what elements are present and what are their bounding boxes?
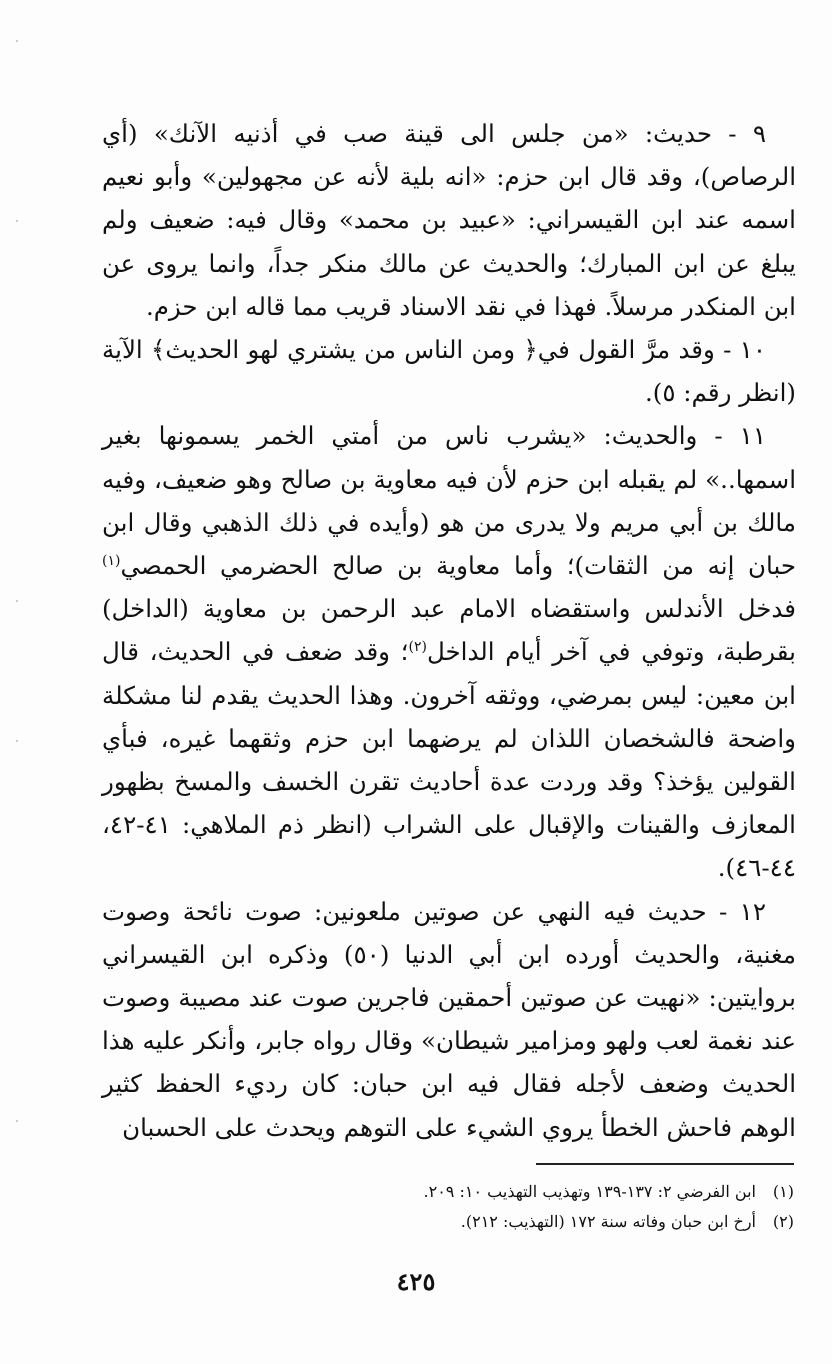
footnote-reference-2[interactable]: (٢): [408, 639, 427, 656]
main-text: [102, 112, 796, 1149]
paragraph-11-continuation: فدخل الأندلس واستقضاه الامام عبد الرحمن بن معاوية (الداخل) بقرطبة، وتوفي في آخر أيام الداخل: [102, 594, 796, 667]
footnote-2: [300, 1207, 794, 1237]
footnote-2-number: (٢): [772, 1212, 794, 1231]
scan-speck: [16, 220, 18, 222]
scan-speck: [16, 40, 18, 42]
page-number: ٤٢٥: [396, 1267, 436, 1296]
paragraph-12: ١٢ - حديث فيه النهي عن صوتين ملعونين: صوت نائحة وصوت مغنية، والحديث أورده ابن أبي الدنيا (٥٠) وذكره ابن القيسراني بروايتين: «نهيت عن صوتين أحمقين فاجرين صوت عند مصيبة وصوت عند نغمة لعب ولهو ومزامير شيطان» وقال رواه جابر، وأنكر عليه هذا الحديث وضعف لأجله فقال فيه ابن حبان: كان رديء الحفظ كثير الوهم فاحش الخطأ يروي الشيء على التوهم ويحدث على الحسبان: [102, 896, 797, 1142]
paragraph-11-continuation-2: ؛ وقد ضعف في الحديث، قال ابن معين: ليس بمرضي، ووثقه آخرون. وهذا الحديث يقدم لنا مشكلة واضحة فالشخصان اللذان لم يرضهما ابن حزم وثقهما غيره، فبأي القولين يؤخذ؟ وقد وردت عدة أحاديث تقرن الخسف والمسخ بظهور المعازف والقينات والإقبال على الشراب (انظر ذم الملاهي: ٤١-٤٢، ٤٤-٤٦).: [102, 637, 796, 883]
footnote-2-text: أرخ ابن حبان وفاته سنة ١٧٢ (التهذيب: ٢١٢).: [460, 1212, 756, 1231]
footnote-separator: [536, 1163, 794, 1165]
paragraph-10: ١٠ - وقد مرَّ القول في﴿ ومن الناس من يشتري لهو الحديث﴾ الآية (انظر رقم: ٥).: [102, 335, 796, 408]
footnotes: [300, 1177, 794, 1237]
footnote-1-number: (١): [772, 1182, 794, 1201]
footnote-1: [300, 1177, 794, 1207]
footnote-reference-1[interactable]: (١): [102, 552, 121, 569]
scan-speck: [16, 1120, 18, 1122]
scan-speck: [16, 600, 18, 602]
paragraph-11-text: ١١ - والحديث: «يشرب ناس من أمتي الخمر يسمونها بغير اسمها..» لم يقبله ابن حزم لأن فيه معاوية بن صالح وهو ضعيف، وفيه مالك بن أبي مريم ولا يدرى من هو (وأيده في ذلك الذهبي وقال ابن حبان إنه من الثقات)؛ وأما معاوية بن صالح الحضرمي الحمصي: [102, 421, 796, 581]
scan-speck: [16, 740, 18, 742]
paragraph-9: ٩ - حديث: «من جلس الى قينة صب في أذنيه الآنك» (أي الرصاص)، وقد قال ابن حزم: «انه بلية لأنه عن مجهولين» وأبو نعيم اسمه عند ابن القيسراني: «عبيد بن محمد» وقال فيه: ضعيف ولم يبلغ عن ابن المبارك؛ والحديث عن مالك منكر جداً، وانما يروى عن ابن المنكدر مرسلاً. فهذا في نقد الاسناد قريب مما قاله ابن حزم.: [102, 119, 796, 321]
footnote-1-text: ابن الفرضي ٢: ١٣٧-١٣٩ وتهذيب التهذيب ١٠: ٢٠٩.: [423, 1182, 756, 1201]
scan-margin-marks: [16, 40, 18, 1240]
paragraph-11: [102, 414, 796, 889]
